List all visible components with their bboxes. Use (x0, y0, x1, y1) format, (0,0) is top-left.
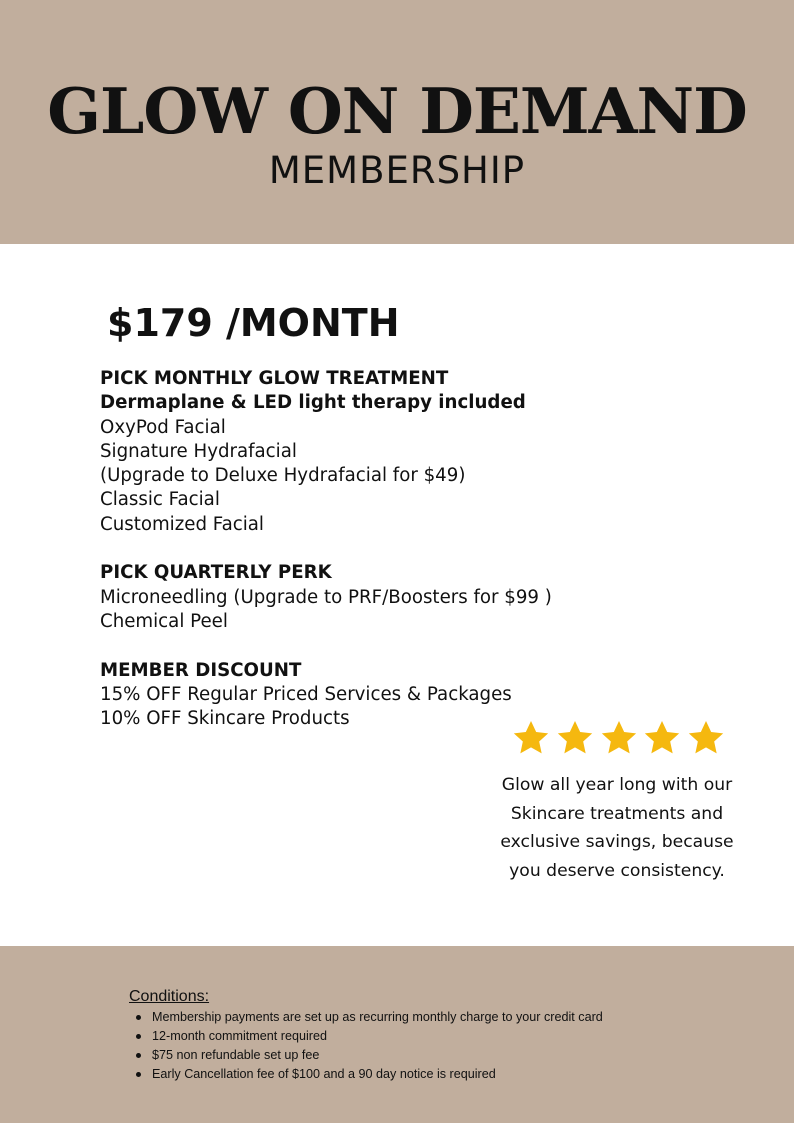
discount-item: 15% OFF Regular Priced Services & Packages (100, 683, 512, 705)
quote-line: you deserve consistency. (509, 860, 725, 881)
quarterly-item: Microneedling (Upgrade to PRF/Boosters for $99 ) (100, 586, 552, 608)
condition-item: Membership payments are set up as recurring monthly charge to your credit card (129, 1008, 603, 1027)
condition-item: Early Cancellation fee of $100 and a 90 day notice is required (129, 1065, 603, 1084)
discount-heading: MEMBER DISCOUNT (100, 659, 302, 681)
star-icon (511, 718, 551, 762)
conditions-title: Conditions: (129, 988, 210, 1005)
monthly-note: Dermaplane & LED light therapy included (100, 392, 526, 414)
monthly-item: OxyPod Facial (100, 416, 226, 438)
spacer (100, 537, 660, 561)
monthly-heading: PICK MONTHLY GLOW TREATMENT (100, 368, 449, 389)
testimonial-quote (472, 771, 762, 885)
star-rating (511, 718, 726, 762)
discount-item: 10% OFF Skincare Products (100, 708, 350, 730)
monthly-price: $179 /MONTH (107, 301, 400, 345)
page-title: GLOW ON DEMAND (47, 74, 747, 148)
quote-line: Glow all year long with our (501, 775, 733, 795)
quote-line: Skincare treatments and (510, 803, 724, 824)
star-icon (599, 718, 639, 762)
monthly-item: (Upgrade to Deluxe Hydrafacial for $49) (100, 465, 466, 487)
monthly-item: Signature Hydrafacial (100, 440, 297, 462)
quarterly-heading: PICK QUARTERLY PERK (100, 562, 332, 584)
conditions-list (129, 1008, 603, 1084)
conditions-footer (0, 946, 794, 1123)
star-icon (642, 718, 682, 762)
header-banner (0, 0, 794, 244)
benefits-list (100, 367, 660, 731)
star-icon (686, 718, 726, 762)
monthly-item: Classic Facial (100, 489, 220, 511)
condition-item: 12-month commitment required (129, 1027, 603, 1046)
quarterly-item: Chemical Peel (100, 610, 228, 632)
spacer (100, 634, 660, 658)
monthly-item: Customized Facial (100, 513, 264, 535)
quote-line: exclusive savings, because (500, 832, 734, 852)
condition-item: $75 non refundable set up fee (129, 1046, 603, 1065)
page-subtitle: MEMBERSHIP (268, 149, 526, 192)
star-icon (555, 718, 595, 762)
